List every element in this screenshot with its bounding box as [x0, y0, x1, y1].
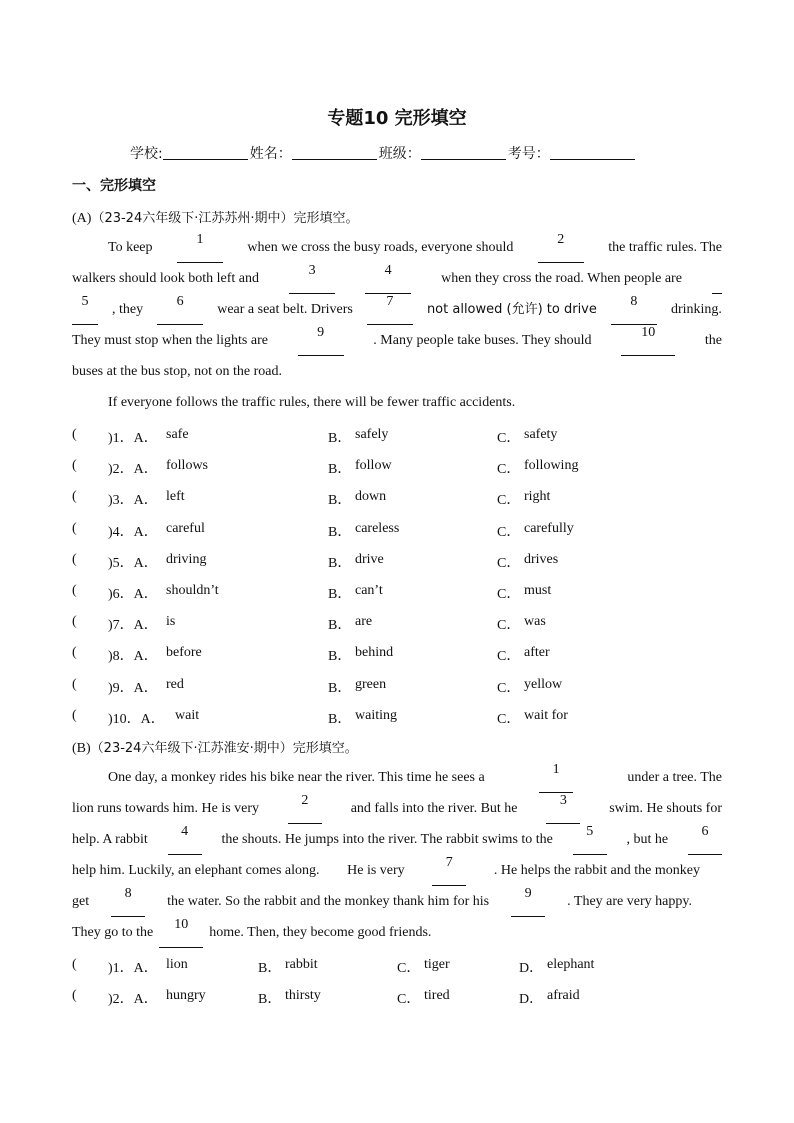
option-b[interactable]: thirsty	[285, 988, 321, 1003]
answer-blank[interactable]: (	[72, 645, 77, 661]
option-a[interactable]: lion	[166, 957, 188, 972]
option-c-letter: C．	[497, 649, 521, 665]
blank-3[interactable]: 3	[546, 793, 580, 824]
passage-line: buses at the bus stop, not on the road.	[72, 364, 282, 379]
option-c-letter: C．	[497, 587, 521, 602]
option-b[interactable]: careless	[355, 520, 400, 536]
option-b-letter: B．	[328, 711, 352, 727]
exam-number-label: 考号：	[507, 146, 550, 162]
option-b-letter: B．	[258, 961, 282, 976]
passage-line: walkers should look both left and 3 4 when they cross the road. When people are	[72, 263, 722, 294]
option-a[interactable]: hungry	[166, 988, 206, 1003]
blank-2[interactable]: 2	[288, 793, 322, 824]
blank-7[interactable]: 7	[367, 294, 413, 325]
blank-9[interactable]: 9	[511, 886, 545, 917]
question-number: )1．A．	[108, 961, 158, 976]
question-number: )5．A．	[108, 555, 158, 571]
blank-8[interactable]: 8	[111, 886, 145, 917]
student-info-row	[130, 143, 690, 163]
option-c-letter: C．	[497, 462, 521, 478]
option-b[interactable]: down	[355, 489, 387, 505]
question-row	[72, 957, 722, 977]
question-row	[72, 552, 722, 572]
option-c-letter: C．	[497, 711, 521, 727]
option-c[interactable]: wait for	[524, 707, 568, 723]
option-c-letter: C．	[497, 431, 521, 446]
question-number: )8．A．	[108, 649, 158, 665]
answer-blank[interactable]: (	[72, 583, 77, 598]
option-c[interactable]: yellow	[524, 676, 563, 692]
question-number: )4．A．	[108, 524, 158, 540]
question-number: )3．A．	[108, 493, 158, 509]
passage-line: 5 , they 6 wear a seat belt. Drivers 7 not allowed (允许) to drive 8 drinking.	[72, 294, 722, 325]
part-a-label: (A)	[72, 211, 92, 226]
answer-blank[interactable]: (	[72, 988, 77, 1003]
blank-9[interactable]: 9	[298, 325, 344, 356]
blank-6[interactable]: 6	[688, 824, 722, 855]
option-c[interactable]: carefully	[524, 520, 574, 536]
option-c[interactable]: right	[524, 489, 551, 505]
option-c-letter: C．	[497, 555, 521, 571]
passage-line: One day, a monkey rides his bike near the river. This time he sees a 1 under a tree. The	[72, 762, 722, 793]
option-c[interactable]: was	[524, 614, 546, 630]
blank-10[interactable]: 10	[159, 917, 203, 948]
blank-5[interactable]: 5	[72, 294, 98, 325]
question-row	[72, 614, 722, 634]
option-c[interactable]: after	[524, 645, 550, 661]
question-number: )10．A．	[108, 711, 165, 727]
answer-blank[interactable]: (	[72, 520, 77, 536]
answer-blank[interactable]: (	[72, 427, 77, 442]
option-b[interactable]: safely	[355, 427, 389, 442]
option-b[interactable]: follow	[355, 458, 392, 474]
question-number: )6．A．	[108, 587, 158, 602]
option-d-letter: D．	[519, 961, 544, 976]
answer-blank[interactable]: (	[72, 614, 77, 630]
option-c[interactable]: tiger	[424, 957, 450, 972]
option-b-letter: B．	[328, 618, 352, 634]
option-b[interactable]: waiting	[355, 707, 397, 723]
option-a[interactable]: left	[166, 489, 185, 505]
option-b-letter: B．	[328, 431, 352, 446]
question-row	[72, 489, 722, 509]
question-row	[72, 677, 722, 697]
option-a[interactable]: wait	[175, 707, 200, 723]
passage-line: They must stop when the lights are 9 . Many people take buses. They should 10 the	[72, 325, 722, 356]
part-a-heading	[72, 207, 358, 227]
option-c-letter: C．	[497, 618, 521, 634]
option-b-letter: B．	[328, 587, 352, 602]
question-number: )9．A．	[108, 680, 158, 696]
option-b[interactable]: rabbit	[285, 957, 318, 972]
option-a[interactable]: safe	[166, 427, 189, 442]
option-a[interactable]: is	[166, 614, 176, 630]
option-c-letter: C．	[497, 524, 521, 540]
option-a[interactable]: before	[166, 645, 202, 661]
option-b-letter: B．	[328, 462, 352, 478]
passage-line: help. A rabbit 4 the shouts. He jumps into the river. The rabbit swims to the 5 , but he 6	[72, 824, 722, 855]
option-d[interactable]: elephant	[547, 957, 595, 972]
answer-blank[interactable]: (	[72, 489, 77, 505]
passage-line: To keep 1 when we cross the busy roads, everyone should 2 the traffic rules. The	[72, 232, 722, 263]
option-a[interactable]: red	[166, 676, 184, 692]
option-d-letter: D．	[519, 992, 544, 1007]
blank-4[interactable]: 4	[365, 263, 411, 294]
option-c-letter: C．	[497, 493, 521, 509]
blank-6[interactable]: 6	[157, 294, 203, 325]
option-a[interactable]: follows	[166, 458, 208, 474]
question-row	[72, 988, 722, 1008]
option-b[interactable]: drive	[355, 551, 384, 567]
exam-number-field[interactable]	[550, 145, 635, 160]
option-a[interactable]: shouldn’t	[166, 583, 219, 598]
option-c-letter: C．	[497, 680, 521, 696]
passage-line: If everyone follows the traffic rules, there will be fewer traffic accidents.	[108, 395, 516, 410]
option-b[interactable]: behind	[355, 645, 394, 661]
page-title: 专题10 完形填空	[327, 108, 467, 129]
question-row	[72, 521, 722, 541]
blank-1[interactable]: 1	[177, 232, 223, 263]
part-b-heading	[72, 737, 358, 757]
question-row	[72, 458, 722, 478]
blank-7[interactable]: 7	[432, 855, 466, 886]
option-b[interactable]: can’t	[355, 583, 383, 598]
part-a-passage	[72, 232, 722, 418]
part-b-source: （23-24六年级下·江苏淮安·期中）完形填空。	[90, 741, 358, 756]
option-b-letter: B．	[328, 680, 352, 696]
passage-line: lion runs towards him. He is very 2 and falls into the river. But he 3 swim. He shouts for	[72, 793, 722, 824]
blank-5[interactable]: 5	[573, 824, 607, 855]
option-b-letter: B．	[328, 493, 352, 509]
question-number: )2．A．	[108, 992, 158, 1007]
class-label: 班级：	[378, 146, 421, 162]
answer-blank[interactable]: (	[72, 551, 77, 567]
part-b-label: (B)	[72, 741, 91, 756]
blank-3[interactable]: 3	[289, 263, 335, 294]
option-b-letter: B．	[328, 524, 352, 540]
option-c[interactable]: must	[524, 583, 552, 598]
passage-line: They go to the 10 home. Then, they become good friends.	[72, 917, 722, 948]
question-row	[72, 427, 722, 447]
passage-line: get 8 the water. So the rabbit and the monkey thank him for his 9 . They are very happy.	[72, 886, 692, 917]
option-c-letter: C．	[397, 961, 421, 976]
question-row	[72, 708, 722, 728]
option-c[interactable]: drives	[524, 551, 559, 567]
option-c[interactable]: tired	[424, 988, 450, 1003]
school-label: 学校:	[130, 146, 163, 162]
part-b-passage	[72, 762, 722, 948]
question-row	[72, 583, 722, 603]
option-b[interactable]: are	[355, 614, 373, 630]
question-row	[72, 645, 722, 665]
blank-5-start[interactable]	[712, 263, 722, 294]
answer-blank[interactable]: (	[72, 676, 77, 692]
option-a[interactable]: careful	[166, 520, 205, 536]
name-label: 姓名：	[249, 146, 292, 162]
blank-4[interactable]: 4	[168, 824, 202, 855]
option-d[interactable]: afraid	[547, 988, 580, 1003]
option-b-letter: B．	[328, 555, 352, 571]
blank-1[interactable]: 1	[539, 762, 573, 793]
answer-blank[interactable]: (	[72, 707, 77, 723]
part-a-source: （23-24六年级下·江苏苏州·期中）完形填空。	[91, 211, 359, 226]
option-b[interactable]: green	[355, 676, 387, 692]
option-b-letter: B．	[258, 992, 282, 1007]
option-c[interactable]: following	[524, 458, 579, 474]
answer-blank[interactable]: (	[72, 458, 77, 474]
class-field[interactable]	[421, 145, 506, 160]
question-number: )2．A．	[108, 462, 158, 478]
question-number: )1．A．	[108, 431, 158, 446]
school-field[interactable]	[163, 145, 248, 160]
option-b-letter: B．	[328, 649, 352, 665]
blank-2[interactable]: 2	[538, 232, 584, 263]
name-field[interactable]	[292, 145, 377, 160]
section-heading: 一、完形填空	[72, 178, 156, 194]
blank-10[interactable]: 10	[621, 325, 675, 356]
blank-8[interactable]: 8	[611, 294, 657, 325]
passage-line: help him. Luckily, an elephant comes along. He is very 7 . He helps the rabbit and the monkey	[72, 855, 700, 886]
option-a[interactable]: driving	[166, 551, 207, 567]
question-number: )7．A．	[108, 618, 158, 634]
answer-blank[interactable]: (	[72, 957, 77, 972]
option-c-letter: C．	[397, 992, 421, 1007]
option-c[interactable]: safety	[524, 427, 558, 442]
